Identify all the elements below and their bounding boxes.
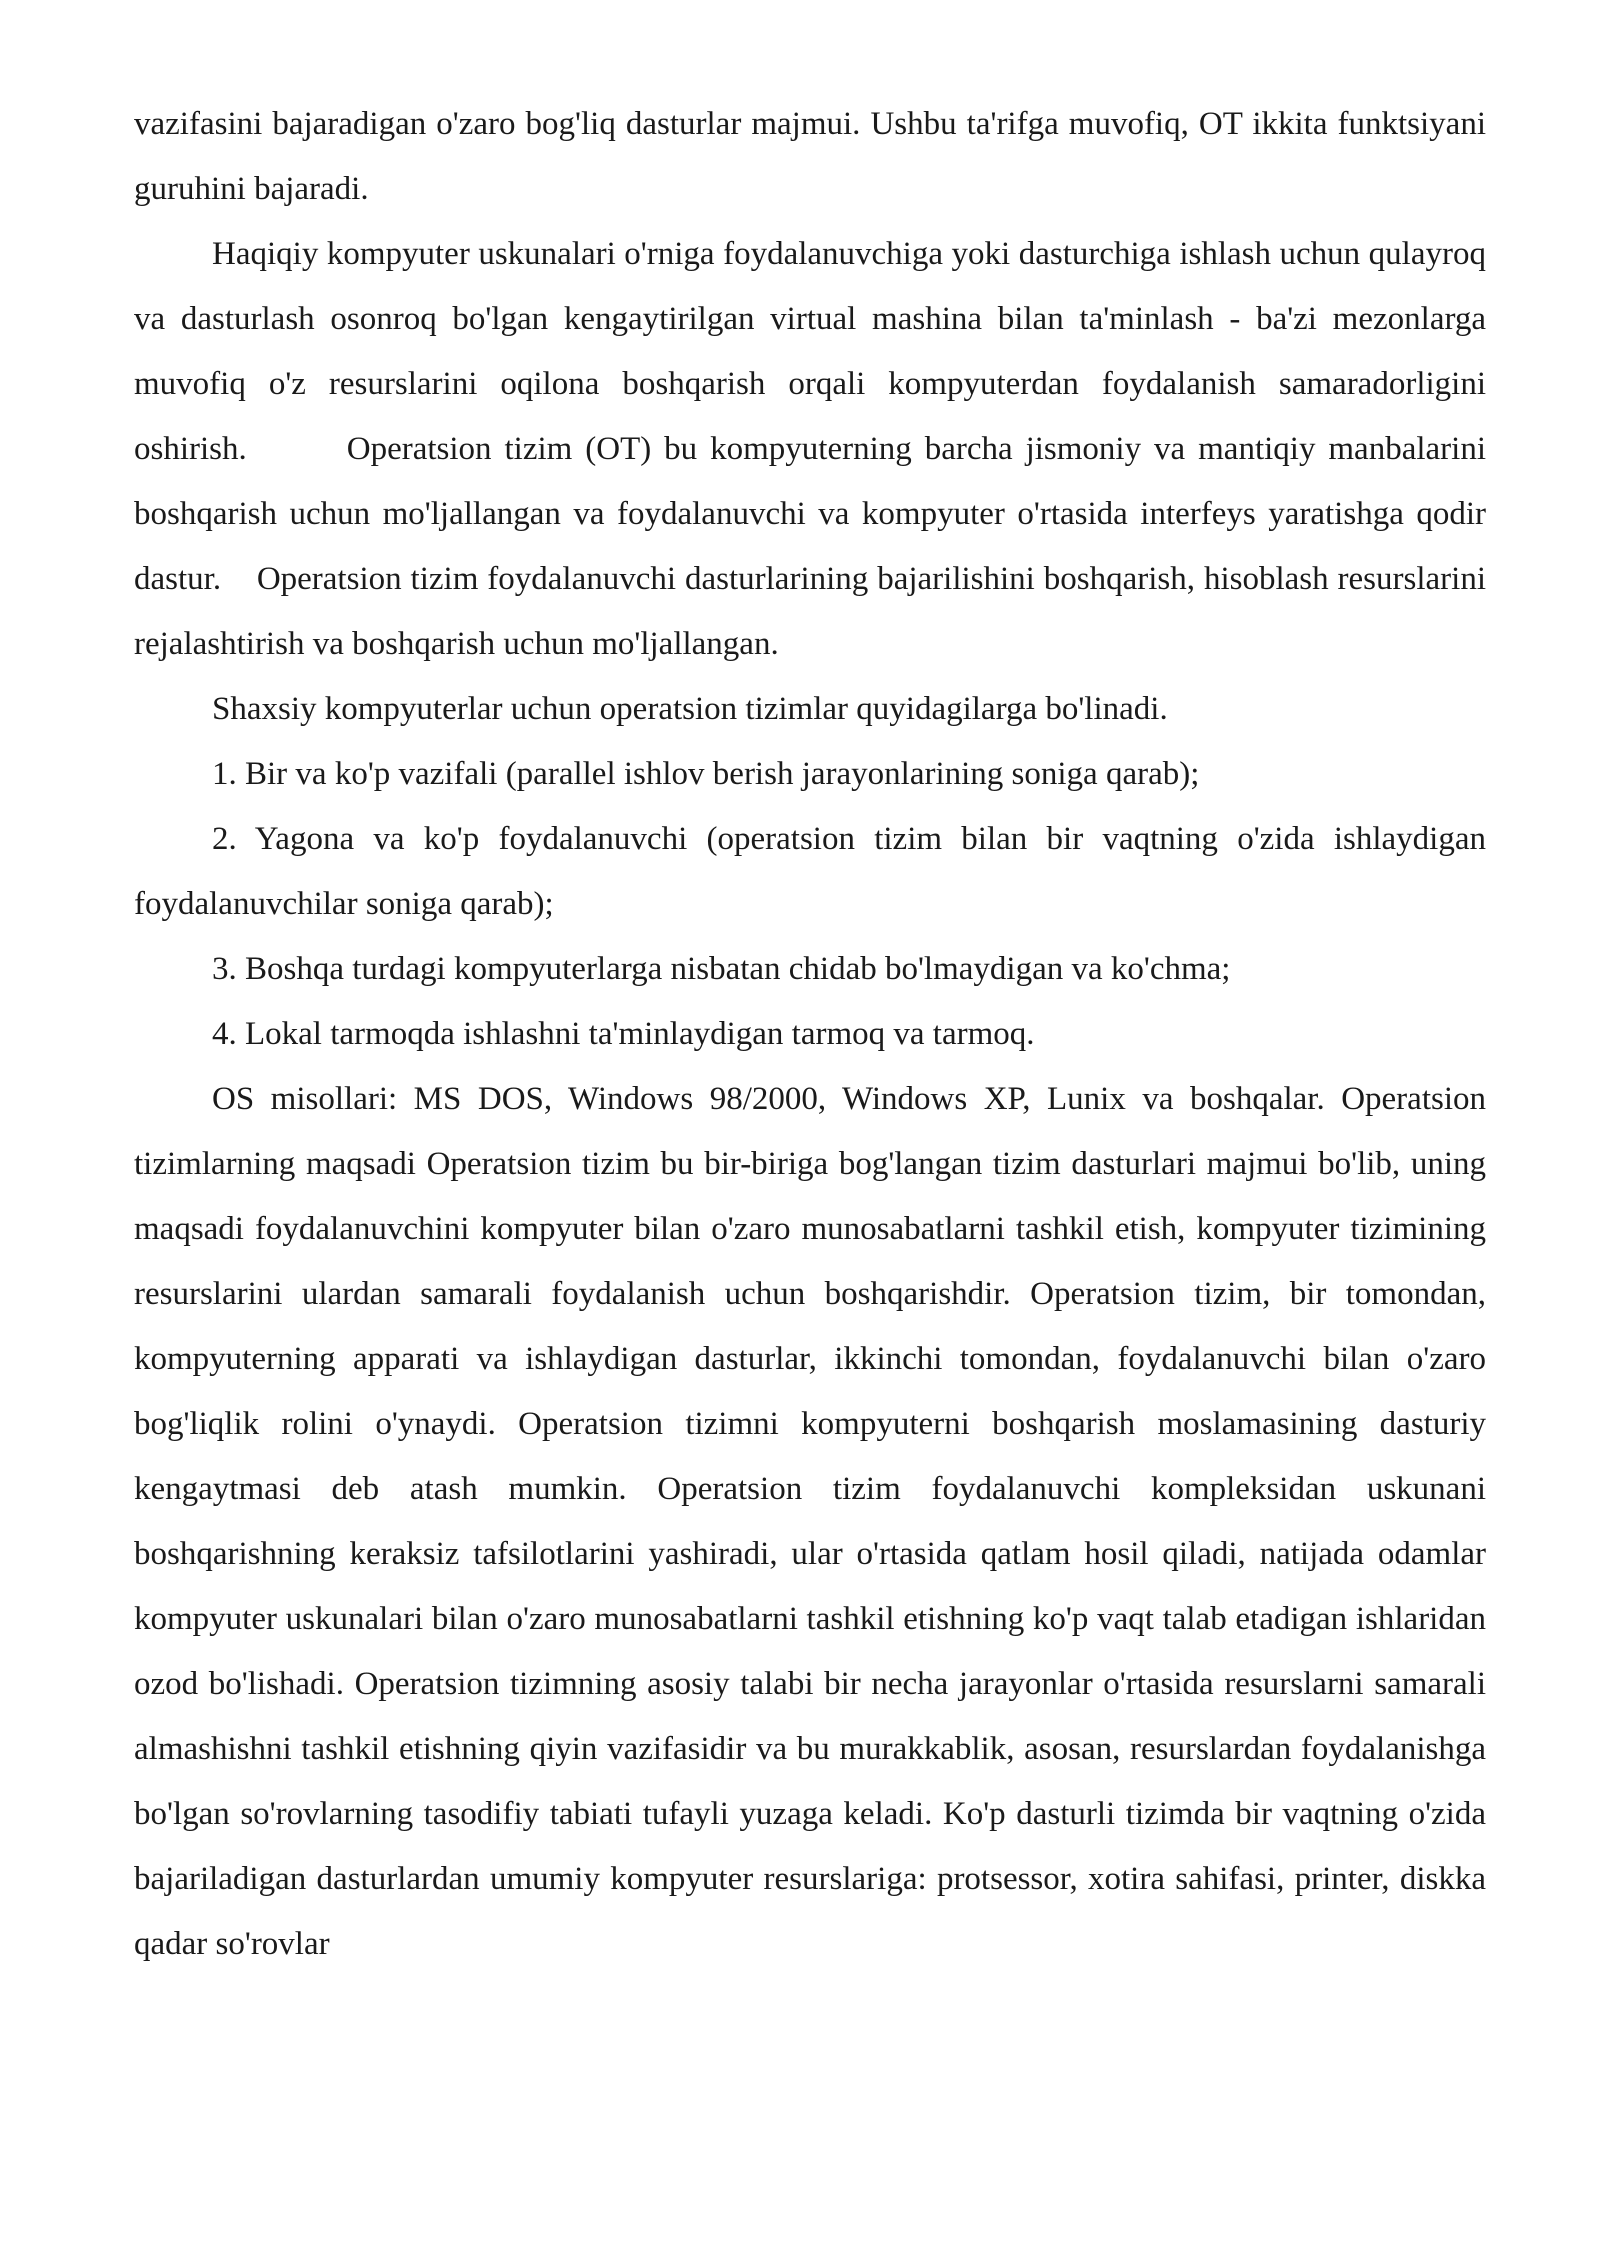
- paragraph-os-definition-text: Operatsion tizim (OT) bu kompyuterning barcha jismoniy va mantiqiy manbalarini boshqarish uchun mo'ljallangan va foydalanuvchi va kompyuter o'rtasida interfeys yaratishga qodir dastur.: [134, 431, 1486, 597]
- paragraph-classification-intro: Shaxsiy kompyuterlar uchun operatsion tizimlar quyidagilarga bo'linadi.: [212, 691, 1168, 727]
- list-item-1: 1. Bir va ko'p vazifali (parallel ishlov berish jarayonlarining soniga qarab);: [212, 756, 1200, 792]
- document-page: [134, 92, 1486, 1977]
- paragraph-continuation: vazifasini bajaradigan o'zaro bog'liq dasturlar majmui. Ushbu ta'rifga muvofiq, OT ikkita funktsiyani guruhini bajaradi.: [134, 106, 1486, 207]
- paragraph-os-examples: OS misollari: MS DOS, Windows 98/2000, Windows XP, Lunix va boshqalar. Operatsion tizimlarning maqsadi Operatsion tizim bu bir-biriga bog'langan tizim dasturlari majmui bo'lib, uning maqsadi foydalanuvchini kompyuter bilan o'zaro munosabatlarni tashkil etish, kompyuter tizimining resurslarini ulardan samarali foydalanish uchun boshqarishdir. Operatsion tizim, bir tomondan, kompyuterning apparati va ishlaydigan dasturlar, ikkinchi tomondan, foydalanuvchi bilan o'zaro bog'liqlik rolini o'ynaydi. Operatsion tizimni kompyuterni boshqarish moslamasining dasturiy kengaytmasi deb atash mumkin. Operatsion tizim foydalanuvchi kompleksidan uskunani boshqarishning keraksiz tafsilotlarini yashiradi, ular o'rtasida qatlam hosil qiladi, natijada odamlar kompyuter uskunalari bilan o'zaro munosabatlarni tashkil etishning ko'p vaqt talab etadigan ishlaridan ozod bo'lishadi. Operatsion tizimning asosiy talabi bir necha jarayonlar o'rtasida resurslarni samarali almashishni tashkil etishning qiyin vazifasidir va bu murakkablik, asosan, resurslardan foydalanishga bo'lgan so'rovlarning tasodifiy tabiati tufayli yuzaga keladi. Ko'p dasturli tizimda bir vaqtning o'zida bajariladigan dasturlardan umumiy kompyuter resurslariga: protsessor, xotira sahifasi, printer, diskka qadar so'rovlar: [134, 1081, 1486, 1962]
- paragraph-virtual-machine-text: Haqiqiy kompyuter uskunalari o'rniga foydalanuvchiga yoki dasturchiga ishlash uchun qulayroq va dasturlash osonroq bo'lgan kengaytirilgan virtual mashina bilan ta'minlash - ba'zi mezonlarga muvofiq o'z resurslarini oqilona boshqarish orqali kompyuterdan foydalanish samaradorligini oshirish.: [134, 236, 1486, 467]
- paragraph-os-purpose-text: Operatsion tizim foydalanuvchi dasturlarining bajarilishini boshqarish, hisoblash resurslarini rejalashtirish va boshqarish uchun mo'ljallangan.: [134, 561, 1487, 662]
- list-item-4: 4. Lokal tarmoqda ishlashni ta'minlaydigan tarmoq va tarmoq.: [212, 1016, 1035, 1052]
- list-item-2: 2. Yagona va ko'p foydalanuvchi (operatsion tizim bilan bir vaqtning o'zida ishlaydigan foydalanuvchilar soniga qarab);: [134, 821, 1486, 922]
- paragraph-virtual-machine: [134, 222, 1486, 677]
- list-item-3: 3. Boshqa turdagi kompyuterlarga nisbatan chidab bo'lmaydigan va ko'chma;: [212, 951, 1231, 987]
